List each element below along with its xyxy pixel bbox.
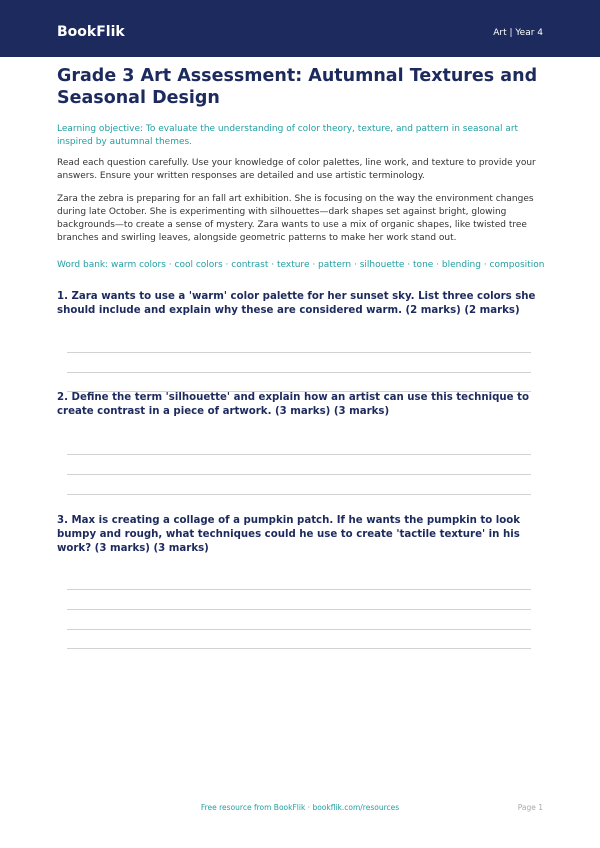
subject-year-label: Art | Year 4 [493, 28, 543, 38]
question-3: 3. Max is creating a collage of a pumpkin patch. If he wants the pumpkin to look bumpy and rough, what techniques could he use to create 'tactile texture' in his work? (3 marks) (3 marks) [57, 515, 521, 554]
story-paragraph: Zara the zebra is preparing for an fall art exhibition. She is focusing on the way the environment changes during late October. She is experimenting with silhouettes—dark shapes set against bright, glowing backgrounds—to create a sense of mystery. Zara wants to use a mix of organic shapes, like twisted tree branches and swirling leaves, alongside geometric patterns to make her work stand out. [57, 194, 534, 243]
question-1: 1. Zara wants to use a 'warm' color palette for her sunset sky. List three colors she should include and explain why these are considered warm. (2 marks) (2 marks) [57, 291, 536, 316]
answer-line[interactable] [67, 454, 531, 455]
question-2: 2. Define the term 'silhouette' and explain how an artist can use this technique to create contrast in a piece of artwork. (3 marks) (3 marks) [57, 392, 529, 417]
answer-line[interactable] [67, 648, 531, 649]
answer-line[interactable] [67, 589, 531, 590]
answer-line[interactable] [67, 474, 531, 475]
page-number: Page 1 [517, 803, 543, 812]
answer-line[interactable] [67, 352, 531, 353]
learning-objective: Learning objective: To evaluate the understanding of color theory, texture, and pattern in seasonal art inspired by autumnal themes. [57, 124, 519, 147]
answer-line[interactable] [67, 629, 531, 630]
footer-resource-link[interactable]: Free resource from BookFlik · bookflik.com/resources [200, 803, 400, 812]
brand-logo-text[interactable]: BookFlik [57, 24, 125, 40]
answer-line[interactable] [67, 494, 531, 495]
page-header [0, 0, 600, 57]
word-bank: Word bank: warm colors · cool colors · contrast · texture · pattern · silhouette · tone · blending · composition [57, 260, 545, 270]
answer-line[interactable] [67, 372, 531, 373]
answer-line[interactable] [67, 609, 531, 610]
page-title: Grade 3 Art Assessment: Autumnal Textures and Seasonal Design [57, 66, 538, 108]
instructions-paragraph: Read each question carefully. Use your knowledge of color palettes, line work, and texture to provide your answers. Ensure your written responses are detailed and use artistic terminology. [57, 158, 536, 181]
